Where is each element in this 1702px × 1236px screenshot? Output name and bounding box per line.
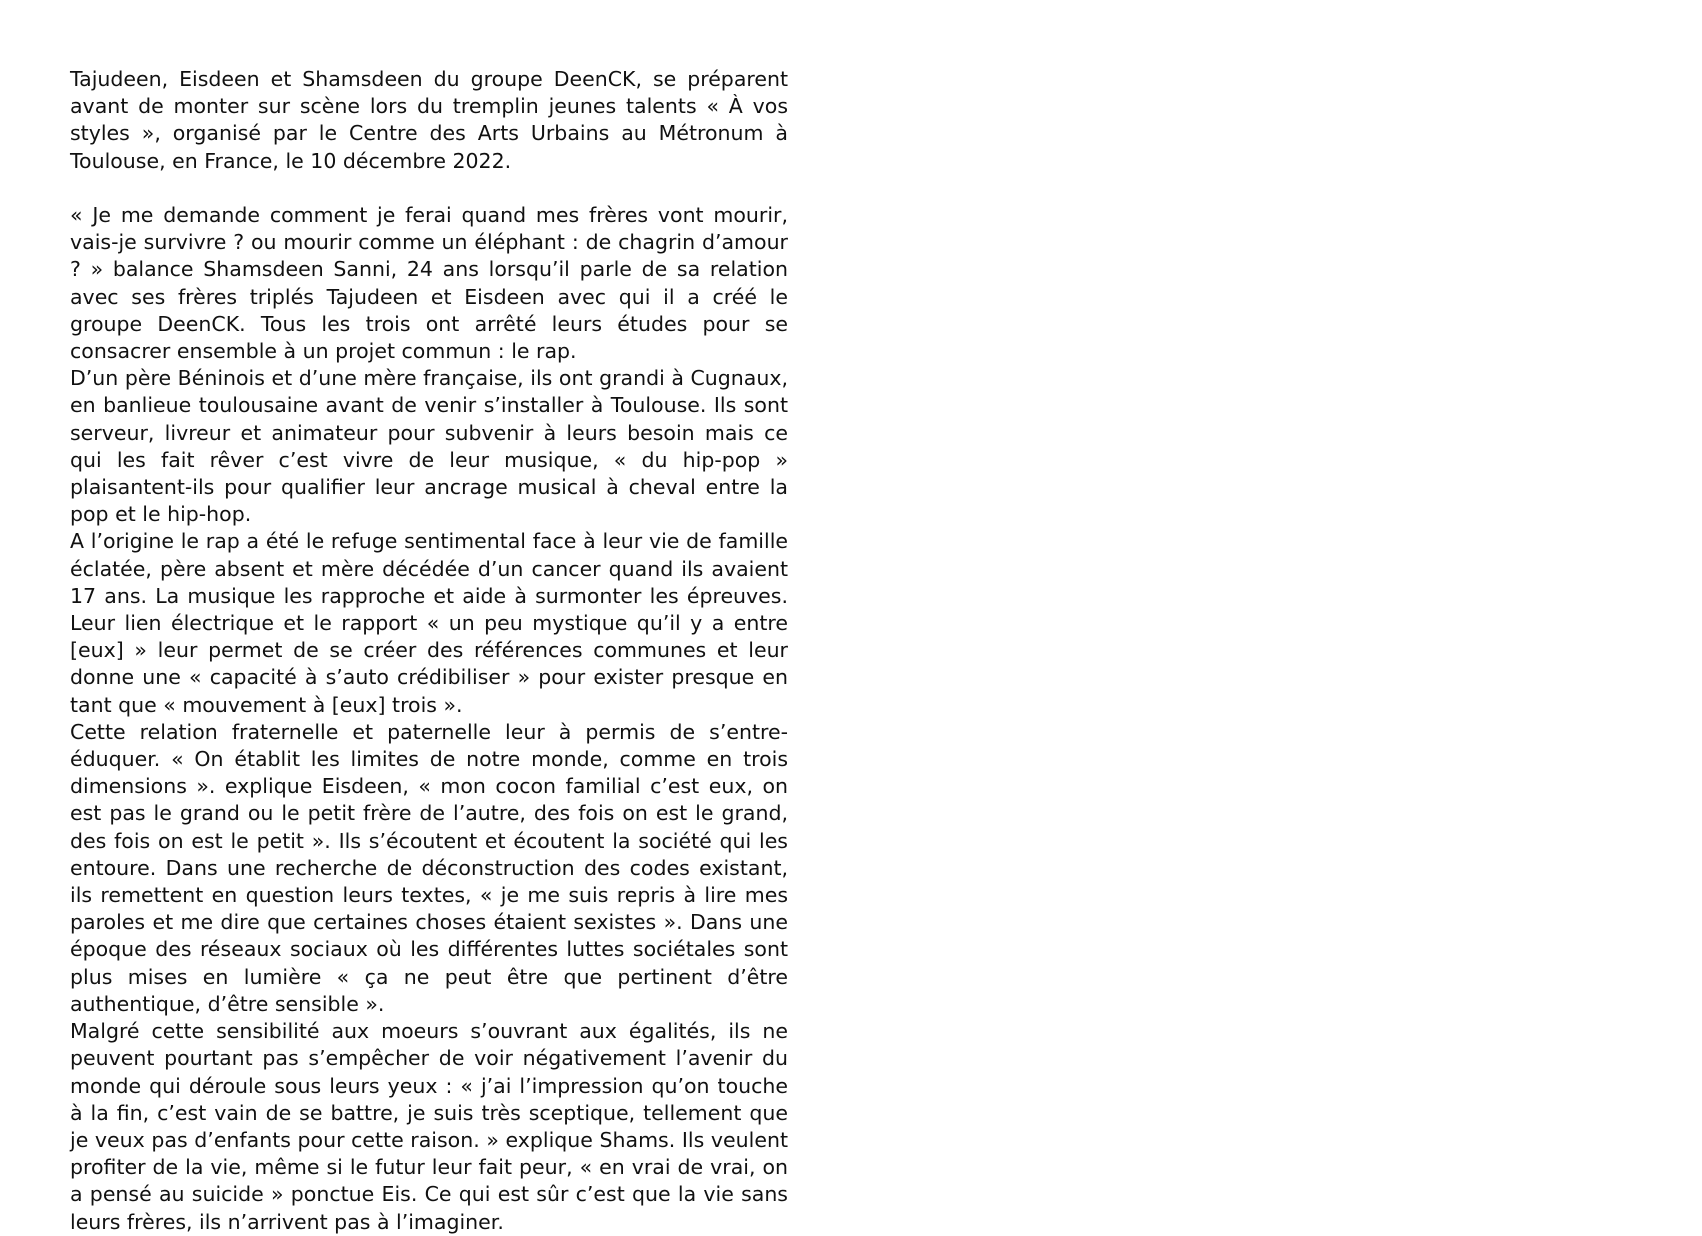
article-text-column: [70, 66, 788, 1236]
article-paragraph-1: « Je me demande comment je ferai quand mes frères vont mourir, vais-je survivre ? ou mourir comme un éléphant : de chagrin d’amour ? » balance Shamsdeen Sanni, 24 ans lorsqu’il parle de sa relation avec ses frères triplés Tajudeen et Eisdeen avec qui il a créé le groupe DeenCK. Tous les trois ont arrêté leurs études pour se consacrer ensemble à un projet commun : le rap.: [70, 203, 788, 364]
article-paragraph-4: Cette relation fraternelle et paternelle leur à permis de s’entre-éduquer. « On établit les limites de notre monde, comme en trois dimensions ». explique Eisdeen, « mon cocon familial c’est eux, on est pas le grand ou le petit frère de l’autre, des fois on est le grand, des fois on est le petit ». Ils s’écoutent et écoutent la société qui les entoure. Dans une recherche de déconstruction des codes existant, ils remettent en question leurs textes, « je me suis repris à lire mes paroles et me dire que certaines choses étaient sexistes ». Dans une époque des réseaux sociaux où les différentes luttes sociétales sont plus mises en lumière « ça ne peut être que pertinent d’être authentique, d’être sensible ».: [70, 719, 788, 1016]
article-paragraph-5: Malgré cette sensibilité aux moeurs s’ouvrant aux égalités, ils ne peuvent pourtant pas s’empêcher de voir négativement l’avenir du monde qui déroule sous leurs yeux : « j’ai l’impression qu’on touche à la fin, c’est vain de se battre, je suis très sceptique, tellement que je veux pas d’enfants pour cette raison. » explique Shams. Ils veulent profiter de la vie, même si le futur leur fait peur, « en vrai de vrai, on a pensé au suicide » ponctue Eis. Ce qui est sûr c’est que la vie sans leurs frères, ils n’arrivent pas à l’imaginer.: [70, 1019, 788, 1234]
photo-caption: Tajudeen, Eisdeen et Shamsdeen du groupe DeenCK, se préparent avant de monter sur scène lors du tremplin jeunes talents « À vos styles », organisé par le Centre des Arts Urbains au Métronum à Toulouse, en France, le 10 décembre 2022.: [70, 67, 788, 173]
article-paragraph-3: A l’origine le rap a été le refuge sentimental face à leur vie de famille éclatée, père absent et mère décédée d’un cancer quand ils avaient 17 ans. La musique les rapproche et aide à surmonter les épreuves. Leur lien électrique et le rapport « un peu mystique qu’il y a entre [eux] » leur permet de se créer des références communes et leur donne une « capacité à s’auto crédibiliser » pour exister presque en tant que « mouvement à [eux] trois ».: [70, 529, 788, 717]
article-paragraph-2: D’un père Béninois et d’une mère française, ils ont grandi à Cugnaux, en banlieue toulousaine avant de venir s’installer à Toulouse. Ils sont serveur, livreur et animateur pour subvenir à leurs besoin mais ce qui les fait rêver c’est vivre de leur musique, « du hip-pop » plaisantent-ils pour qualifier leur ancrage musical à cheval entre la pop et le hip-hop.: [70, 366, 788, 527]
